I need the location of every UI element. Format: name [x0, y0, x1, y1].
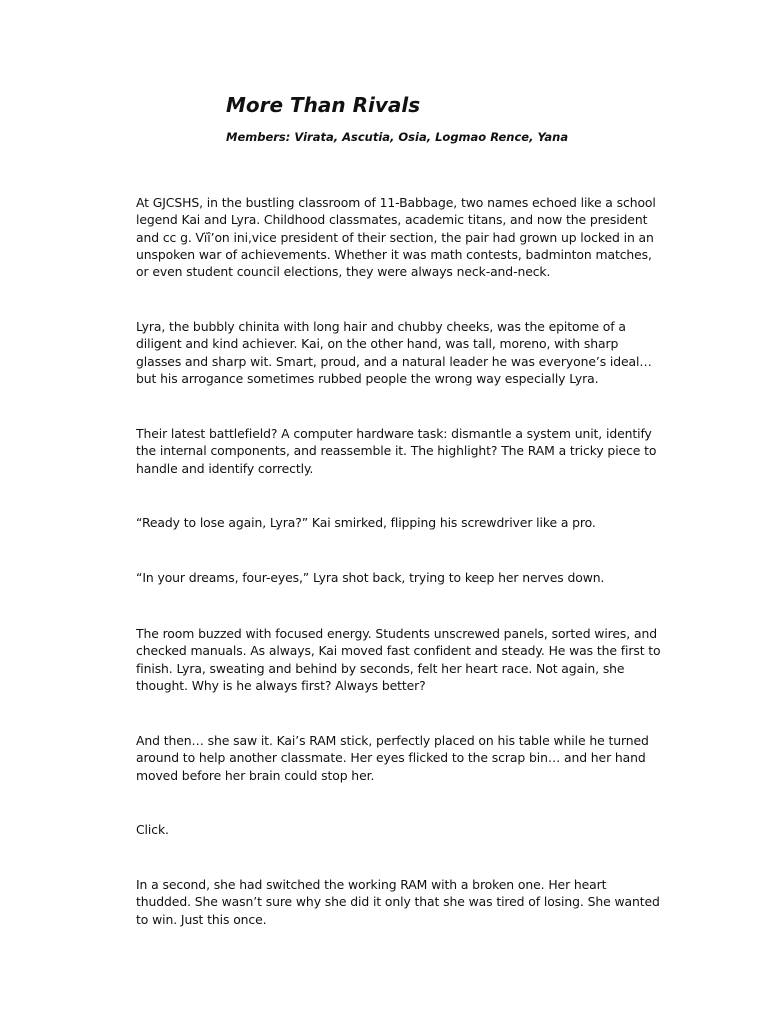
text-line: moved before her brain could stop her.: [136, 767, 375, 783]
text-line: The room buzzed with focused energy. Students unscrewed panels, sorted wires, and: [136, 626, 657, 641]
paragraph-switch: [136, 876, 684, 928]
text-line: And then… she saw it. Kai’s RAM stick, perfectly placed on his table while he turned: [136, 733, 649, 748]
paragraph-battlefield: [136, 425, 684, 477]
paragraph-intro: [136, 194, 684, 280]
text-line: Their latest battlefield? A computer hardware task: dismantle a system unit, identify: [136, 426, 652, 441]
text-line: around to help another classmate. Her eyes flicked to the scrap bin… and her hand: [136, 750, 646, 766]
text-line: finish. Lyra, sweating and behind by seconds, felt her heart race. Not again, she: [136, 660, 625, 676]
text-line: “In your dreams, four-eyes,” Lyra shot back, trying to keep her nerves down.: [136, 570, 605, 585]
text-line: glasses and sharp wit. Smart, proud, and a natural leader he was everyone’s ideal…: [136, 353, 652, 369]
text-line: to win. Just this once.: [136, 911, 267, 927]
paragraph-room: [136, 625, 684, 694]
story-title: More Than Rivals: [226, 93, 421, 117]
text-line: Click.: [136, 822, 169, 837]
paragraph-click: [136, 821, 684, 838]
text-line: legend Kai and Lyra. Childhood classmates, academic titans, and now the president: [136, 212, 648, 228]
members-line: Members: Virata, Ascutia, Osia, Logmao Rence, Yana: [226, 130, 569, 144]
text-line: or even student council elections, they were always neck-and-neck.: [136, 264, 551, 280]
text-line: Lyra, the bubbly chinita with long hair and chubby cheeks, was the epitome of a: [136, 319, 626, 334]
text-line: handle and identify correctly.: [136, 460, 314, 476]
text-line: At GJCSHS, in the bustling classroom of 11-Babbage, two names echoed like a school: [136, 195, 656, 210]
paragraph-lyra-dialogue: [136, 569, 684, 586]
text-line: checked manuals. As always, Kai moved fast confident and steady. He was the first to: [136, 643, 661, 659]
paragraph-kai-dialogue: [136, 514, 684, 531]
text-line: thudded. She wasn’t sure why she did it only that she was tired of losing. She wanted: [136, 894, 660, 910]
text-line: diligent and kind achiever. Kai, on the other hand, was tall, moreno, with sharp: [136, 336, 619, 352]
text-line: thought. Why is he always first? Always better?: [136, 677, 426, 693]
text-line: and cc g. Vïî’on ini,vice president of their section, the pair had grown up locked in an: [136, 229, 654, 245]
text-line: the internal components, and reassemble it. The highlight? The RAM a tricky piece to: [136, 443, 657, 459]
paragraph-ram-stick: [136, 732, 684, 784]
text-line: but his arrogance sometimes rubbed people the wrong way especially Lyra.: [136, 370, 599, 386]
paragraph-characters: [136, 318, 684, 387]
text-line: “Ready to lose again, Lyra?” Kai smirked, flipping his screwdriver like a pro.: [136, 515, 596, 530]
text-line: In a second, she had switched the working RAM with a broken one. Her heart: [136, 877, 607, 892]
text-line: unspoken war of achievements. Whether it was math contests, badminton matches,: [136, 246, 652, 262]
